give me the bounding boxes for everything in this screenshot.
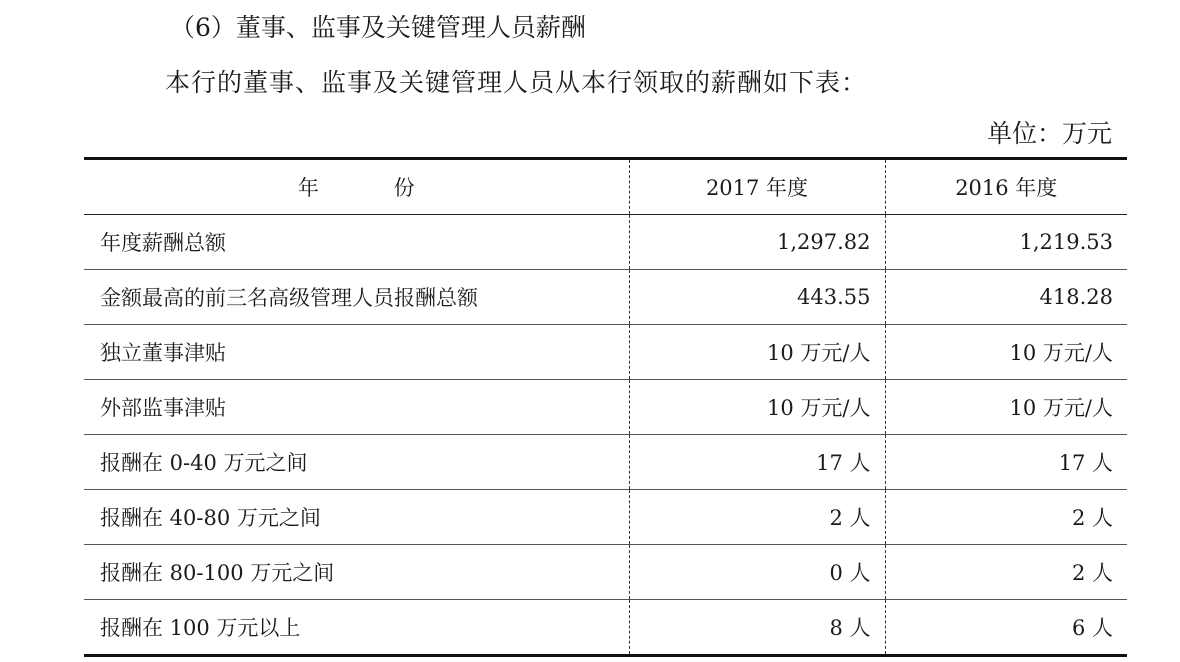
row-label: 报酬在 40-80 万元之间 <box>84 490 629 545</box>
cell-2016: 10 万元/人 <box>885 325 1127 380</box>
compensation-table <box>84 160 1127 654</box>
unit-label: 单位：万元 <box>986 119 1112 148</box>
table-header-row <box>84 160 1127 215</box>
row-label: 独立董事津贴 <box>84 325 629 380</box>
cell-2016: 6 人 <box>885 600 1127 655</box>
cell-2016: 2 人 <box>885 545 1127 600</box>
row-label: 金额最高的前三名高级管理人员报酬总额 <box>84 270 629 325</box>
cell-2017: 1,297.82 <box>629 215 885 270</box>
header-2017: 2017 年度 <box>629 160 885 215</box>
table-row <box>84 490 1127 545</box>
intro-paragraph: 本行的董事、监事及关键管理人员从本行领取的薪酬如下表： <box>165 68 868 97</box>
section-heading: （6）董事、监事及关键管理人员薪酬 <box>170 13 586 42</box>
table-bottom-rule <box>84 654 1127 657</box>
table-row <box>84 600 1127 655</box>
row-label: 外部监事津贴 <box>84 380 629 435</box>
row-label: 报酬在 0-40 万元之间 <box>84 435 629 490</box>
table-row <box>84 325 1127 380</box>
table-row <box>84 380 1127 435</box>
cell-2017: 0 人 <box>629 545 885 600</box>
cell-2017: 10 万元/人 <box>629 325 885 380</box>
table-row <box>84 435 1127 490</box>
cell-2017: 8 人 <box>629 600 885 655</box>
cell-2017: 2 人 <box>629 490 885 545</box>
cell-2017: 17 人 <box>629 435 885 490</box>
cell-2016: 1,219.53 <box>885 215 1127 270</box>
cell-2016: 2 人 <box>885 490 1127 545</box>
cell-2016: 10 万元/人 <box>885 380 1127 435</box>
cell-2016: 418.28 <box>885 270 1127 325</box>
table-row <box>84 215 1127 270</box>
table-row <box>84 270 1127 325</box>
row-label: 年度薪酬总额 <box>84 215 629 270</box>
cell-2017: 443.55 <box>629 270 885 325</box>
row-label: 报酬在 80-100 万元之间 <box>84 545 629 600</box>
cell-2016: 17 人 <box>885 435 1127 490</box>
cell-2017: 10 万元/人 <box>629 380 885 435</box>
table-row <box>84 545 1127 600</box>
header-year: 年 份 <box>84 160 629 215</box>
row-label: 报酬在 100 万元以上 <box>100 616 301 640</box>
compensation-table-container <box>84 157 1127 657</box>
header-2016: 2016 年度 <box>885 160 1127 215</box>
